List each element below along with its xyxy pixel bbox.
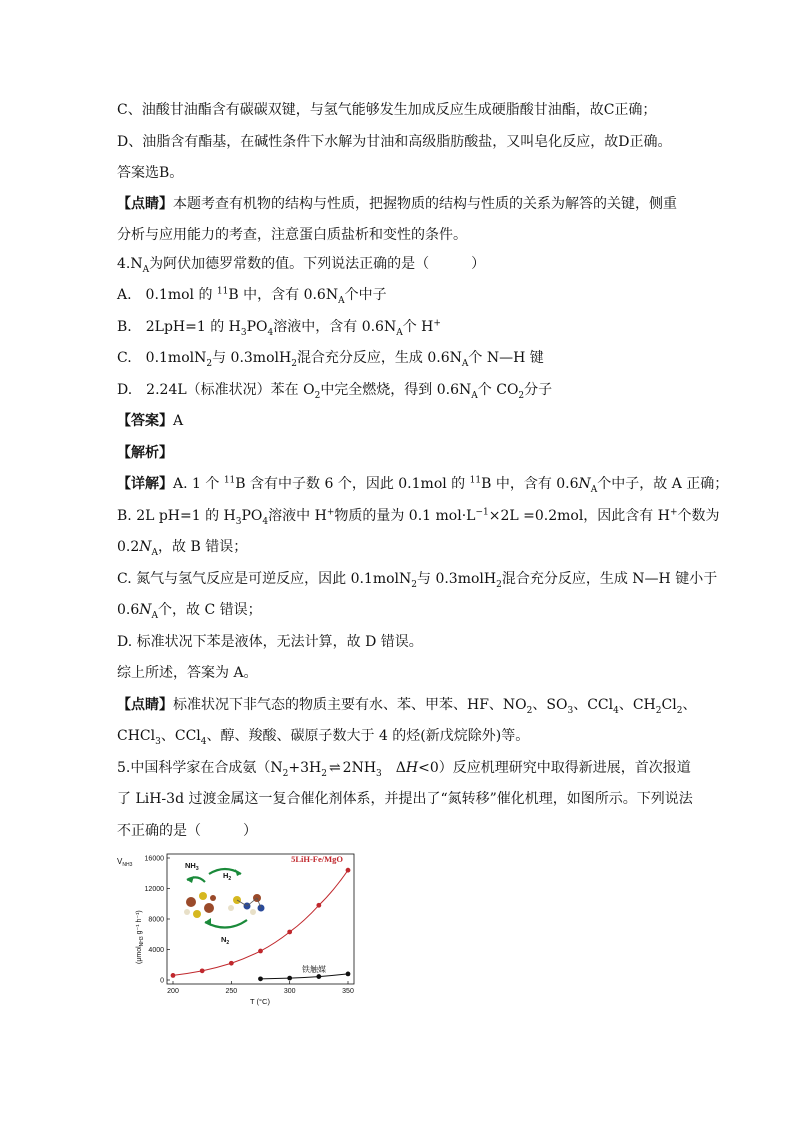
- series-point-1: [258, 976, 263, 981]
- series-label-5lih: 5LiH-Fe/MgO: [291, 854, 343, 864]
- catalysis-cycle-inset: [184, 861, 265, 946]
- arrowhead-nh3: [187, 876, 194, 883]
- series-point-0: [316, 903, 321, 908]
- answer-b-line: 答案选B。: [117, 165, 184, 181]
- summary-line: 综上所述，答案为 A。: [117, 665, 258, 681]
- option-d-explanation: D、油脂含有酯基，在碱性条件下水解为甘油和高级脂肪酸盐，又叫皂化反应，故D正确。: [117, 133, 672, 150]
- analysis-tag: 【解析】: [117, 444, 173, 461]
- dianjing-tag: 【点睛】: [117, 195, 173, 212]
- q4-option-d: D. 2.24L（标准状况）苯在 $O_2$中完全燃烧，得到 $0.6N_A$个 $CO_2$分子: [117, 381, 553, 401]
- detail-tag: 【详解】: [117, 476, 173, 492]
- document-page: [117, 100, 729, 852]
- question-4-stem: $4.N_A$为阿伏加德罗常数的值。下列说法正确的是（ ）: [117, 255, 486, 275]
- x-tick-label: 200: [167, 988, 179, 995]
- answer-tag: 【答案】: [117, 413, 173, 429]
- series-point-0: [171, 973, 176, 978]
- series-point-1: [346, 972, 351, 977]
- dianjing-tag: 【点睛】: [117, 696, 173, 713]
- series-point-0: [287, 930, 292, 935]
- series-point-0: [200, 968, 205, 973]
- dianjing-paragraph-1: [117, 189, 677, 252]
- x-tick-label: 350: [342, 988, 354, 995]
- detail-a: 【详解】A. 1 个 $^{11}$B 含有中子数 6 个，因此 0.1mol 的 $^{11}$B 中，含有 $0.6N_A$个中子，故 A 正确；: [117, 475, 729, 495]
- q4-option-c: C. 0.1molN$_2$与 0.3molH$_2$混合充分反应，生成 $0.6N_A$个 N—H 键: [117, 350, 544, 369]
- series-line-0: [173, 870, 348, 975]
- y-tick-label: 8000: [148, 916, 164, 924]
- q4-dianjing-line-2: CHCl$_3$、CCl$_4$、醇、羧酸、碳原子数大于 4 的烃(新戊烷除外)等。: [117, 728, 530, 747]
- series-point-0: [229, 961, 234, 966]
- series-line-1: [261, 974, 349, 979]
- series-label-iron-catalyst: 铁触媒: [302, 965, 326, 974]
- detail-c-line-1: C. 氮气与氢气反应是可逆反应，因此 0.1molN$_2$与 0.3molH$_2$混合充分反应，生成 N—H 键小于: [117, 570, 718, 590]
- x-tick-label: 300: [283, 988, 296, 995]
- answer-value: A: [173, 413, 184, 429]
- y-tick-label: 16000: [144, 855, 164, 863]
- q4-dianjing-line-1: 【点睛】标准状况下非气态的物质主要有水、苯、甲苯、HF、$NO_2$、$SO_3$、CCl$_4$、$CH_2Cl_2$、: [117, 696, 697, 716]
- detail-b-line-2: $0.2N_A$，故 B 错误；: [117, 539, 248, 558]
- question-5-line-1: 5.中国科学家在合成氨（$N_2+3H_2$ ⇌ $2NH_3$ ΔH<0）反应机理研究中取得新进展，首次报道: [117, 759, 691, 779]
- series-point-0: [258, 949, 263, 954]
- y-tick-label: 4000: [148, 947, 164, 954]
- chart-canvas: [117, 844, 362, 1006]
- series-point-1: [287, 976, 292, 981]
- q4-option-b: B. 2LpH=1 的 $H_3PO_4$溶液中，含有 $0.6N_A$个 H+: [117, 317, 441, 338]
- q4-option-a: A. 0.1mol 的 $^{11}$B 中，含有 $0.6N_A$个中子: [117, 286, 387, 306]
- q4-answer: [117, 411, 677, 431]
- x-axis-label: T (°C): [250, 997, 270, 1006]
- series-point-0: [346, 868, 351, 873]
- label-h2: $H_2$: [223, 871, 232, 882]
- dianjing-text: 本题考查有机物的结构与性质，把握物质的结构与性质的关系为解答的关键，侧重分析与应用能力的考查，注意蛋白质盐析和变性的条件。: [117, 195, 677, 243]
- y-tick-label: 12000: [144, 886, 164, 893]
- series-point-1: [316, 974, 321, 979]
- detail-c-line-2: $0.6N_A$个，故 C 错误；: [117, 602, 262, 621]
- y-axis-label: $V_{NH3}$: [117, 857, 133, 868]
- y-tick-label: 0: [160, 977, 164, 985]
- question-5-line-2: 了 LiH-3d 过渡金属这一复合催化剂体系，并提出了“氮转移”催化机理，如图所示。下列说法: [117, 791, 693, 807]
- y-axis-unit-label: (μmol$_{NH3}$ g⁻¹ h⁻¹): [136, 910, 145, 964]
- label-n2: $N_2$: [221, 935, 230, 946]
- option-c-explanation: C、油酸甘油酯含有碳碳双键，与氢气能够发生加成反应生成硬脂酸甘油酯，故C正确；: [117, 102, 657, 118]
- detail-d: D. 标准状况下苯是液体，无法计算，故 D 错误。: [117, 633, 423, 650]
- ammonia-rate-chart: [117, 844, 362, 1006]
- label-nh3: $NH_3$: [185, 861, 199, 872]
- detail-b-line-1: B. 2L pH=1 的 $H_3PO_4$溶液中 H+物质的量为 0.1 $mol\cdot L^{-1}\times 2L =0.2mol$，因此含有 H+个数为: [117, 506, 720, 527]
- arrow-n2: [205, 920, 247, 928]
- question-5-line-3: 不正确的是（ ）: [117, 822, 257, 839]
- x-tick-label: 250: [225, 988, 238, 995]
- arrowhead-n2: [205, 918, 211, 926]
- molecule-left: [184, 892, 216, 918]
- molecule-right: [228, 894, 265, 915]
